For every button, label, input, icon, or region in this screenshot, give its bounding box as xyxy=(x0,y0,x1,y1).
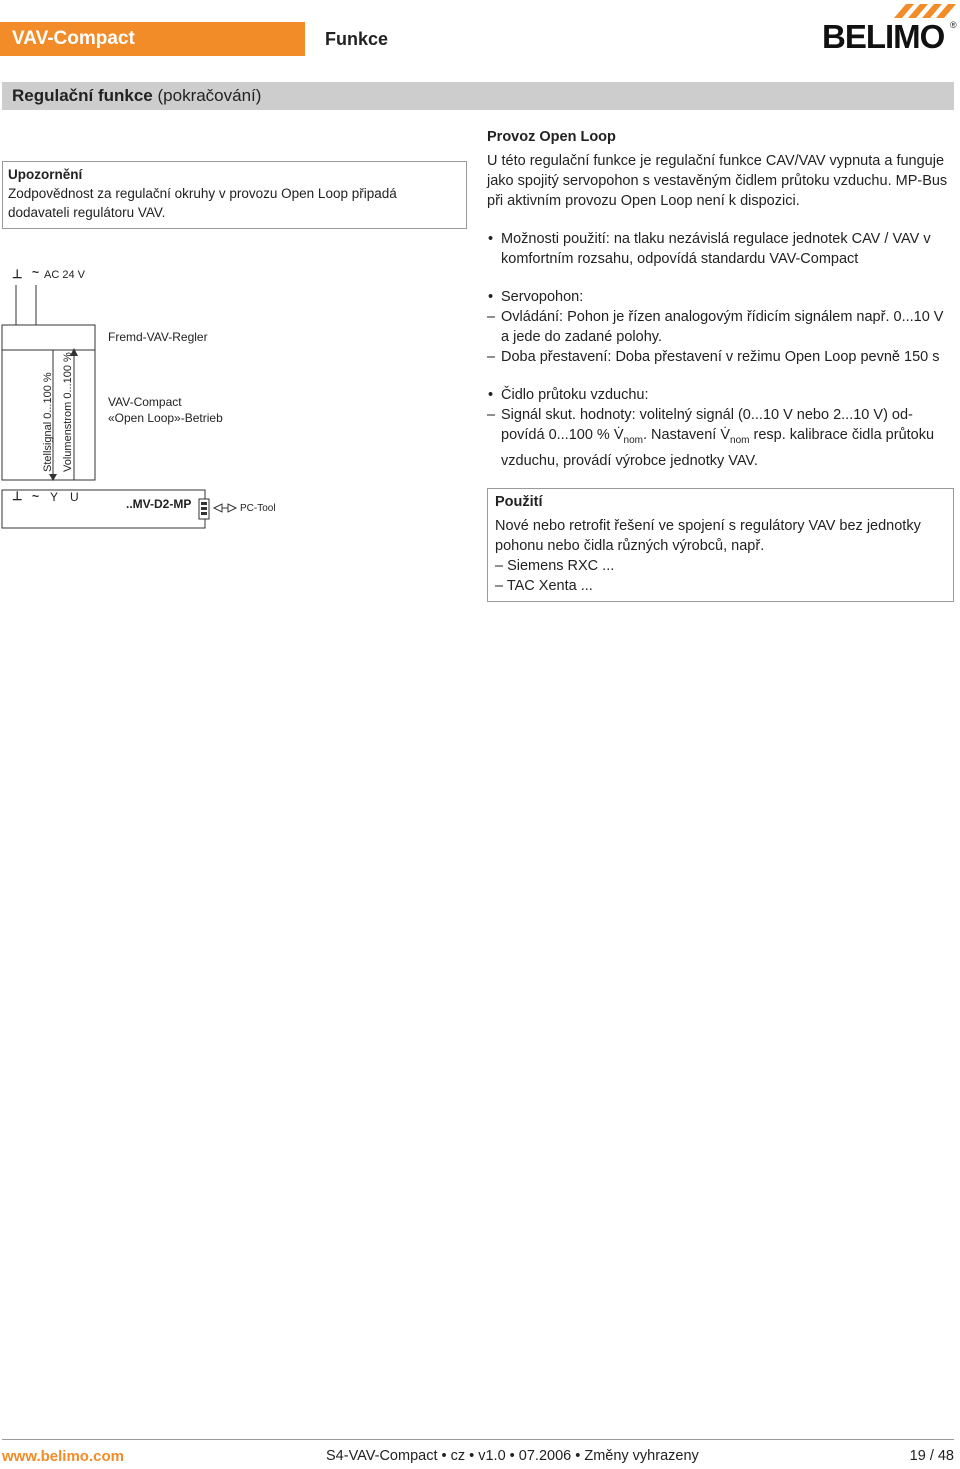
tilde-symbol: ~ xyxy=(32,265,40,279)
fremd-label: Fremd-VAV-Regler xyxy=(108,330,208,344)
warning-title: Upozornění xyxy=(8,167,83,182)
section-title: Funkce xyxy=(325,29,389,49)
arrow-left-icon xyxy=(214,504,222,512)
arrow-right-icon xyxy=(228,504,236,512)
usage-item: – TAC Xenta ... xyxy=(495,578,593,594)
terminal-u: U xyxy=(70,490,79,504)
dash-signal-sub1: nom xyxy=(623,434,643,446)
band-title-main: Regulační funkce xyxy=(12,86,153,105)
usage-title: Použití xyxy=(495,494,543,510)
vav-label-2: «Open Loop»-Betrieb xyxy=(108,411,223,425)
vav-label-1: VAV-Compact xyxy=(108,395,182,409)
warning-box xyxy=(2,161,467,229)
pctool-label: PC-Tool xyxy=(240,503,276,514)
main-content xyxy=(487,127,954,471)
bullet-sensor: • Čidlo průtoku vzduchu: xyxy=(487,385,954,405)
dash-signal xyxy=(487,405,954,471)
usage-text: Nové nebo retrofit řešení ve spojení s regulátory VAV bez jednotky pohonu nebo čidla různých výrobců, např. xyxy=(495,518,921,554)
terminal-y: Y xyxy=(50,490,59,504)
band-title-sub: (pokračování) xyxy=(157,86,262,105)
page-number: 19 / 48 xyxy=(909,1448,954,1464)
logo-text: BELIMO xyxy=(822,18,945,55)
terminal-tilde: ~ xyxy=(32,489,40,503)
dash-signal-c: resp. kalibrace čidla průtoku vzduchu, provádí výrobce jednotky VAV. xyxy=(501,427,935,469)
footer-doc-info: S4-VAV-Compact • cz • v1.0 • 07.2006 • Změny vyhrazeny xyxy=(326,1448,699,1464)
warning-text: Zodpovědnost za regulační okruhy v provozu Open Loop připadá dodavateli regulátoru VAV. xyxy=(8,186,397,220)
belimo-logo xyxy=(822,4,958,56)
dash-signal-sub2: nom xyxy=(730,434,750,446)
main-heading: Provoz Open Loop xyxy=(487,129,616,145)
supply-label: AC 24 V xyxy=(44,269,85,281)
usage-item: – Siemens RXC ... xyxy=(495,558,615,574)
dash-signal-b: . Nastavení V̇ xyxy=(642,427,731,443)
footer-divider xyxy=(2,1439,954,1440)
dash-runtime: – Doba přestavení: Doba přestavení v režimu Open Loop pevně 150 s xyxy=(487,347,954,367)
bullet-actuator: • Servopohon: xyxy=(487,287,954,307)
ground-symbol: ⊥ xyxy=(12,267,23,281)
device-label: ..MV-D2-MP xyxy=(126,497,192,511)
footer-url[interactable]: www.belimo.com xyxy=(2,1448,124,1465)
logo-registered-mark: ® xyxy=(950,20,957,30)
main-intro: U této regulační funkce je regulační funkce CAV/VAV vypnuta a funguje jako spojitý servopohon s vestavěným čidlem průtoku vzduchu. MP-Bus při aktivním provozu Open Loop není k dispozici. xyxy=(487,153,948,209)
bullet-usage: • Možnosti použití: na tlaku nezávislá regulace jednotek CAV / VAV v komfortním rozsahu, odpovídá standardu VAV-Compact xyxy=(487,229,954,269)
product-title: VAV-Compact xyxy=(0,22,305,56)
dash-control: – Ovládání: Pohon je řízen analogovým řídicím signálem např. 0...10 V a jede do zadané polohy. xyxy=(487,307,954,347)
band-title xyxy=(12,82,261,110)
dash-signal-a: Signál skut. hodnoty: volitelný signál (0...10 V nebo 2...10 V) od-povídá 0...100 % V̇ xyxy=(501,407,913,443)
usage-box xyxy=(487,488,954,602)
terminal-ground: ⊥ xyxy=(12,489,23,503)
signal2-label: Volumenstrom 0...100 % xyxy=(62,352,74,472)
signal1-label: Stellsignal 0...100 % xyxy=(42,372,54,472)
